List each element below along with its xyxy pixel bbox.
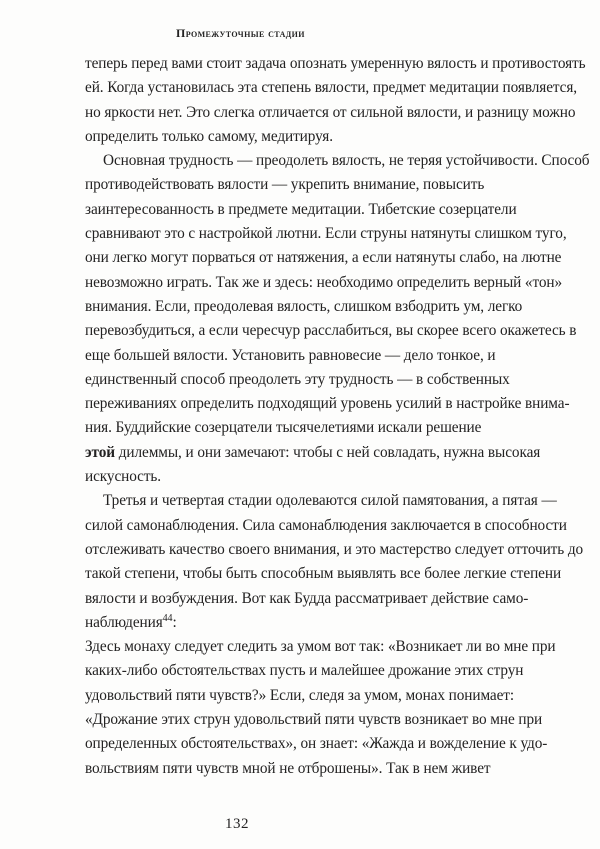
text-line [85, 392, 570, 416]
text-line [85, 635, 555, 659]
text-line [85, 52, 586, 76]
text-line [85, 611, 555, 635]
text-line [85, 173, 555, 197]
text-line [85, 368, 555, 392]
text-segment: Здесь монаху следует следить за умом вот так: «Возникает ли во мне при [85, 638, 556, 656]
text-segment: Основная трудность — преодолеть вялость, не теряя устойчивости. Способ [103, 152, 590, 170]
text-line [85, 344, 555, 368]
paragraph [85, 635, 555, 781]
text-segment: дилеммы, и они замечают: чтобы с ней совладать, нужна высокая [115, 443, 541, 461]
text-segment: этой [85, 443, 115, 461]
text-line [85, 222, 567, 246]
text-segment: вольствиям пяти чувств мной не отброшены». Так в нем живет [85, 759, 491, 777]
paragraph [85, 489, 584, 635]
text-segment: искусность. [85, 468, 162, 486]
running-header: Промежуточные стадии [176, 26, 305, 40]
text-segment: внимания. Если, преодолевая вялость, слишком взбодрить ум, легко [85, 297, 523, 315]
text-segment: заинтересованность в предмете медитации. Тибетские созерцатели [85, 200, 517, 218]
text-line [85, 514, 567, 538]
text-segment: теперь перед вами стоит задача опознать умеренную вялость и противостоять [85, 55, 586, 72]
text-segment: определенных обстоятельствах», он знает: «Жажда и вожделение к удо- [85, 735, 548, 753]
footnote-marker: 44 [162, 612, 173, 624]
text-line [85, 587, 555, 611]
text-segment: но яркости нет. Это слегка отличается от сильной вялости, и разницу можно [85, 103, 576, 121]
text-segment: еще большей вялости. Установить равновесие — дело тонкое, и [85, 346, 496, 364]
text-line [85, 416, 555, 440]
text-segment: : [172, 613, 177, 631]
text-line [85, 125, 555, 149]
text-segment: невозможно играть. Так же и здесь: необходимо определить верный «тон» [85, 273, 563, 291]
text-segment: каких-либо обстоятельствах пусть и малейшее дрожание этих струн [85, 662, 524, 680]
text-segment: противодействовать вялости — укрепить внимание, повысить [85, 176, 485, 194]
text-line [85, 757, 555, 781]
text-segment: удовольствий пяти чувств?» Если, следя за умом, монах понимает: [85, 686, 515, 704]
text-line [85, 441, 555, 465]
body-text [85, 52, 590, 781]
text-segment: Третья и четвертая стадии одолеваются силой памятования, а пятая — [103, 492, 557, 510]
text-line [85, 732, 555, 756]
text-segment: переживаниях определить подходящий уровень усилий в настройке внима- [85, 395, 570, 413]
text-line [85, 101, 576, 125]
text-line [85, 149, 590, 173]
text-line [85, 76, 578, 100]
text-segment: единственный способ преодолеть эту трудность — в собственных [85, 370, 510, 388]
paragraph [85, 149, 590, 489]
paragraph [85, 52, 586, 149]
text-segment: «Дрожание этих струн удовольствий пяти чувств возникает во мне при [85, 711, 543, 729]
text-segment: определить только самому, медитируя. [85, 127, 333, 145]
text-segment: наблюдения [85, 613, 163, 631]
text-line [85, 271, 563, 295]
text-segment: вялости и возбуждения. Вот как Будда рассматривает действие само- [85, 589, 529, 607]
page-number: 132 [225, 816, 249, 832]
text-line [85, 562, 562, 586]
text-line [85, 659, 555, 683]
text-line [85, 295, 555, 319]
text-segment: отслеживать качество своего внимания, и это мастерство следует отточить до [85, 540, 584, 558]
text-line [85, 465, 555, 489]
text-segment: такой степени, чтобы быть способным выявлять все более легкие степени [85, 565, 562, 583]
text-line [85, 708, 555, 732]
text-line [85, 319, 577, 343]
text-line [85, 489, 555, 513]
text-line [85, 684, 555, 708]
text-line [85, 246, 562, 270]
text-segment: ния. Буддийские созерцатели тысячелетиями искали решение [85, 419, 482, 437]
text-line [85, 198, 555, 222]
text-segment: силой самонаблюдения. Сила самонаблюдения заключается в способности [85, 516, 567, 534]
text-segment: сравнивают это с настройкой лютни. Если струны натянуты слишком туго, [85, 225, 567, 243]
text-segment: перевозбудиться, а если чересчур расслабиться, вы скорее всего окажетесь в [85, 322, 577, 340]
text-line [85, 538, 584, 562]
text-segment: они легко могут порваться от натяжения, а если натянуты слабо, на лютне [85, 249, 562, 267]
text-segment: ей. Когда установилась эта степень вялости, предмет медитации появляется, [85, 79, 578, 97]
